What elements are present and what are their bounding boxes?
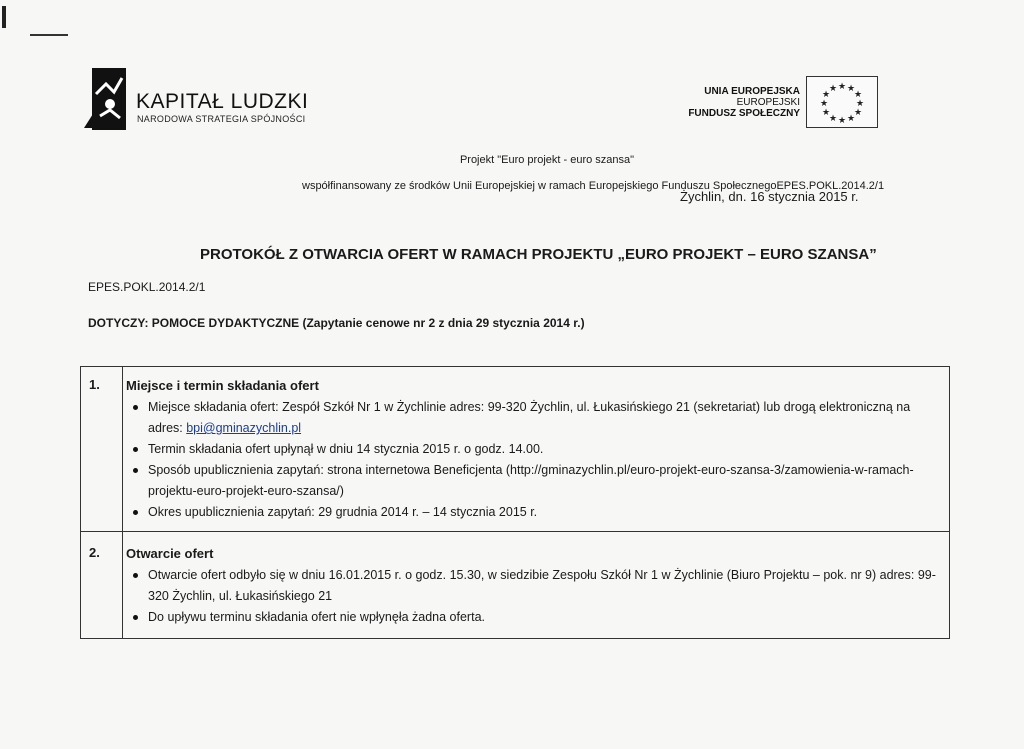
section-heading: Otwarcie ofert — [126, 546, 214, 561]
svg-text:★: ★ — [828, 84, 838, 94]
svg-text:★: ★ — [846, 114, 856, 124]
kapital-ludzki-subtitle: NARODOWA STRATEGIA SPÓJNOŚCI — [137, 114, 306, 124]
list-item: Sposób upublicznienia zapytań: strona internetowa Beneficjenta (http://gminazychlin.pl/euro-projekt-euro-szansa-3/zamowienia-w-ramach-projektu-euro-projekt-euro-szansa/) — [126, 460, 943, 502]
bullet-list — [126, 397, 943, 523]
eu-flag-icon — [806, 76, 878, 128]
subject-line: DOTYCZY: POMOCE DYDAKTYCZNE (Zapytanie cenowe nr 2 z dnia 29 stycznia 2014 r.) — [88, 316, 585, 330]
email-link[interactable]: bpi@gminazychlin.pl — [186, 421, 302, 435]
eu-fund-label — [688, 86, 800, 119]
svg-text:★: ★ — [855, 99, 865, 109]
list-item: Termin składania ofert upłynął w dniu 14 stycznia 2015 r. o godz. 14.00. — [126, 439, 943, 460]
list-item-text: Miejsce składania ofert: Zespół Szkół Nr 1 w Żychlinie adres: 99-320 Żychlin, ul. Łukasińskiego 21 (sekretariat) lub drogą elektroniczną na adres: — [148, 400, 911, 435]
eu-line-1: UNIA EUROPEJSKA — [704, 86, 800, 97]
list-item — [126, 397, 943, 439]
kapital-ludzki-title: KAPITAŁ LUDZKI — [136, 90, 309, 113]
svg-text:★: ★ — [837, 116, 847, 126]
section-number: 2. — [89, 545, 100, 560]
table-column-divider — [122, 367, 123, 638]
eu-line-3: FUNDUSZ SPOŁECZNY — [688, 108, 800, 119]
list-item: Okres upublicznienia zapytań: 29 grudnia 2014 r. – 14 stycznia 2015 r. — [126, 502, 943, 523]
svg-text:★: ★ — [828, 114, 838, 124]
protocol-table — [80, 366, 950, 639]
kapital-ludzki-logo — [84, 64, 309, 134]
svg-text:★: ★ — [853, 90, 863, 100]
svg-text:★: ★ — [846, 84, 856, 94]
section-body — [126, 377, 943, 523]
section-heading: Miejsce i termin składania ofert — [126, 378, 319, 393]
list-item: Do upływu terminu składania ofert nie wpłynęła żadna oferta. — [126, 607, 943, 628]
reference-number: EPES.POKL.2014.2/1 — [88, 280, 206, 294]
scan-mark — [2, 6, 6, 28]
project-name: Projekt "Euro projekt - euro szansa" — [459, 154, 635, 166]
svg-text:★: ★ — [837, 82, 847, 92]
table-row-divider — [81, 531, 949, 532]
bullet-list — [126, 565, 943, 628]
list-item: Otwarcie ofert odbyło się w dniu 16.01.2015 r. o godz. 15.30, w siedzibie Zespołu Szkół Nr 1 w Żychlinie (Biuro Projektu – pok. nr 9) adres: 99-320 Żychlin, ul. Łukasińskiego 21 — [126, 565, 943, 607]
svg-text:★: ★ — [853, 108, 863, 118]
section-body — [126, 545, 943, 628]
svg-text:★: ★ — [819, 99, 829, 109]
project-funding-line: współfinansowany ze środków Unii Europejskiej w ramach Europejskiego Funduszu SpołecznegoEPES.POKL.2014.2/1 — [302, 180, 885, 192]
kapital-ludzki-emblem-icon — [84, 64, 130, 132]
scan-line — [30, 34, 68, 36]
document-title: PROTOKÓŁ Z OTWARCIA OFERT W RAMACH PROJEKTU „EURO PROJEKT – EURO SZANSA” — [200, 246, 877, 263]
eu-line-2: EUROPEJSKI — [736, 97, 800, 108]
svg-text:★: ★ — [821, 108, 831, 118]
section-number: 1. — [89, 377, 100, 392]
svg-text:★: ★ — [821, 90, 831, 100]
place-and-date: Żychlin, dn. 16 stycznia 2015 r. — [680, 189, 859, 204]
